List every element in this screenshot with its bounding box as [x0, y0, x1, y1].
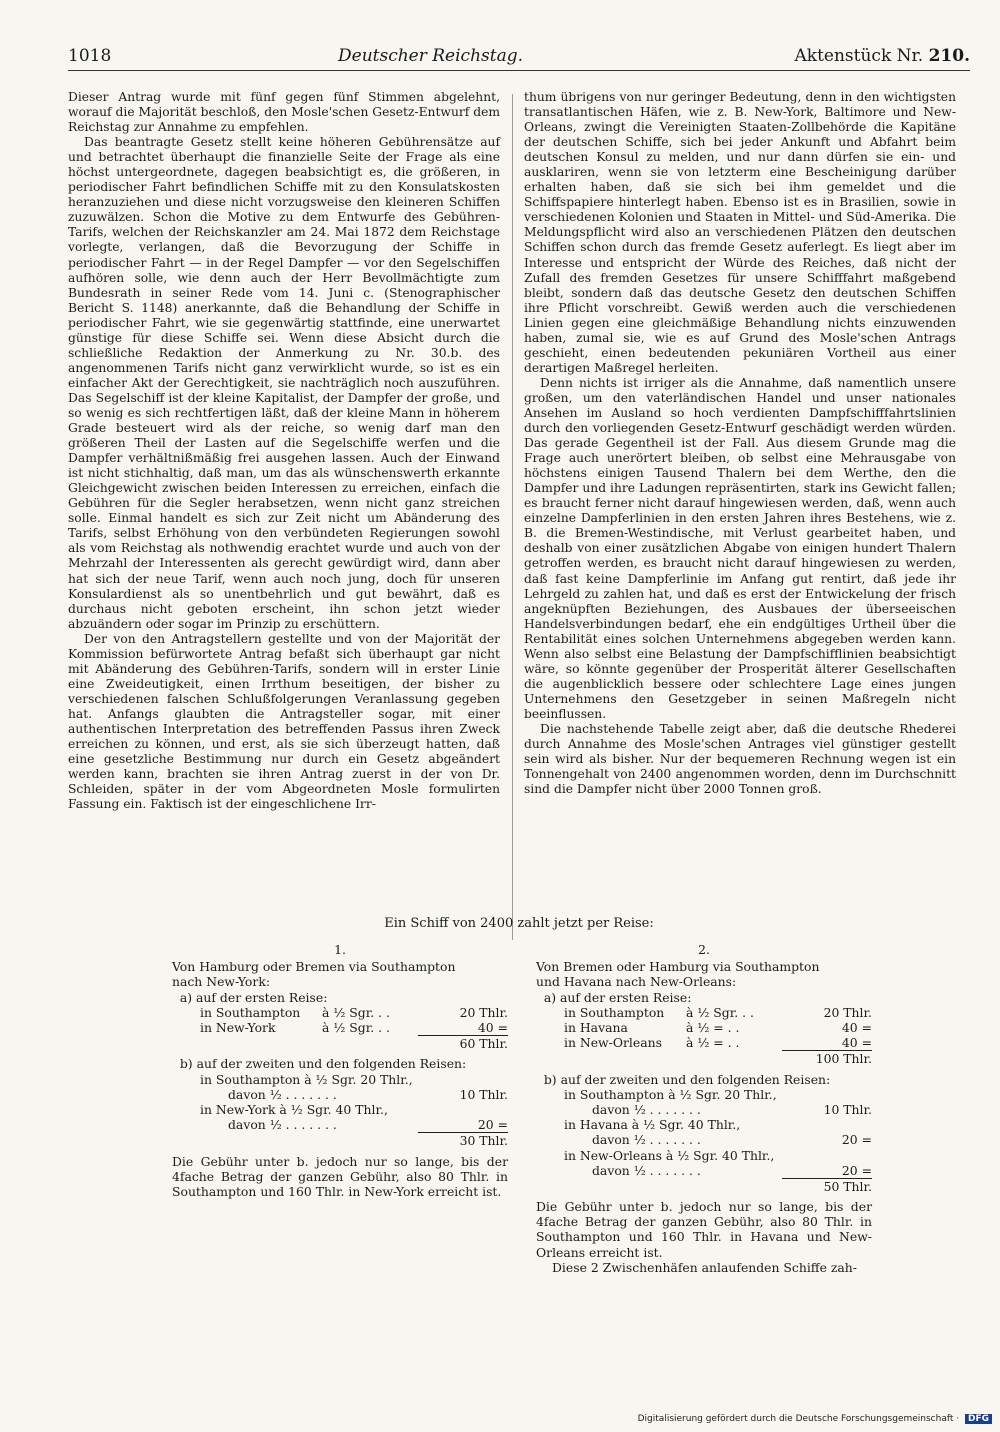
- section-label: b) auf der zweiten und den folgenden Reisen:: [536, 1071, 831, 1087]
- fee-row: [172, 1087, 508, 1102]
- fee-rate: à ½ = . .: [686, 1020, 740, 1035]
- table-intro: Ein Schiff von 2400 zahlt jetzt per Reise:: [384, 916, 654, 931]
- fee-amount: 40 =: [841, 1035, 872, 1051]
- paragraph: Die nachstehende Tabelle zeigt aber, daß die deutsche Rhederei durch Annahme des Mosle'schen Antrages viel günstiger gestellt sein wird als bisher. Nur der bequemeren Rechnung wegen ist ein Tonnengehalt von 2400 angenommen worden, denn im Durchschnitt sind die Dampfer nicht über 2000 Tonnen groß.: [524, 721, 956, 797]
- fee-amount: 40 =: [477, 1020, 508, 1035]
- column-divider: [512, 94, 513, 940]
- right-column: [524, 90, 956, 797]
- doc-label: Aktenstück Nr.: [794, 46, 924, 66]
- fee-place: in New-York à ½ Sgr. 40 Thlr.,: [200, 1101, 388, 1117]
- table-heading: Von Hamburg oder Bremen via Southampton: [172, 959, 456, 975]
- page-header: [68, 44, 970, 71]
- paragraph: Der von den Antragstellern gestellte und von der Majorität der Kommission befürwortete Antrag befaßt sich überhaupt gar nicht mit Abänderung des Gebühren-Tarifs, sondern will in erster Linie eine Zweideutigkeit, einen Irrthum beseitigen, der bisher zu verschiedenen falschen Schlußfolgerungen Veranlassung gegeben hat. Anfangs glaubten die Antragsteller sogar, mit einer authentischen Interpretation des betreffenden Passus ihren Zweck erreichen zu können, und erst, als sie sich überzeugt hatten, daß eine gesetzliche Bestimmung nur durch ein Gesetz abgeändert werden kann, brachten sie ihren Antrag zuerst in der von Dr. Schleiden, später in der vom Abgeordneten Mosle formulirten Fassung ein. Faktisch ist der eingeschlichene Irr-: [68, 631, 500, 812]
- fee-row: [536, 1035, 872, 1050]
- fee-place: in Southampton: [200, 1004, 301, 1020]
- dfg-logo: DFG: [965, 1414, 992, 1424]
- fee-rate: à ½ Sgr. . .: [322, 1004, 390, 1020]
- fee-rate: à ½ Sgr. . .: [322, 1020, 390, 1035]
- section-label: a) auf der ersten Reise:: [536, 989, 692, 1005]
- fee-row: [536, 1163, 872, 1178]
- sum-amount: 30 Thlr.: [418, 1132, 508, 1148]
- fee-row: [536, 1087, 872, 1102]
- fee-note: Die Gebühr unter b. jedoch nur so lange, bis der 4fache Betrag der ganzen Gebühr, also 80 Thlr. in Southampton und 160 Thlr. in Havana und New-Orleans erreicht ist.: [536, 1199, 872, 1260]
- doc-number: 210.: [928, 46, 970, 66]
- paragraph: Denn nichts ist irriger als die Annahme, daß namentlich unsere großen, um den vaterländischen Handel und unser nationales Ansehen im Ausland so hoch verdienten Dampfschifffahrtslinien durch den vorliegenden Gesetz-Entwurf geschädigt werden würden. Das gerade Gegentheil ist der Fall. Aus diesem Grunde mag die Frage auch unerörtert bleiben, ob selbst eine Mehrausgabe von höchstens einigen Tausend Thalern bei dem Werthe, den die Dampfer und ihre Ladungen repräsentirten, stark ins Gewicht fallen; es braucht ferner nicht darauf hingewiesen werden, daß, wenn auch einzelne Dampferlinien in den ersten Jahren ihres Bestehens, wie z. B. die Bremen-Westindische, mit Verlust gearbeitet haben, und deshalb von einer zusätzlichen Abgabe von einigen hundert Thalern getroffen werden, es braucht nicht darauf hingewiesen zu werden, daß fast keine Dampferlinie im Anfang gut rentirt, daß jede ihr Lehrgeld zu zahlen hat, und daß es erst der Entwickelung der frisch angeknüpften Beziehungen, des Ausbaues der überseeischen Handelsverbindungen bedarf, ehe ein endgültiges Urtheil über die Rentabilität eines solchen Unternehmens abgegeben werden kann. Wenn also selbst eine Belastung der Dampfschifflinien beabsichtigt wäre, so könnte gegenüber der Prosperität älterer Gesellschaften die augenblicklich bessere oder schlechtere Lage eines jungen Unternehmens den Gesetzgeber in seinen Maßregeln nicht beeinflussen.: [524, 375, 956, 721]
- fee-row: [536, 1020, 872, 1035]
- document-page: [68, 44, 970, 1275]
- table-heading: nach New-York:: [172, 974, 270, 990]
- fee-place: davon ½ . . . . . . .: [228, 1086, 337, 1102]
- fee-row: [536, 1102, 872, 1117]
- fee-place: in New-Orleans à ½ Sgr. 40 Thlr.,: [564, 1147, 775, 1163]
- fee-place: davon ½ . . . . . . .: [592, 1132, 701, 1148]
- table-heading: Von Bremen oder Hamburg via Southampton: [536, 959, 820, 975]
- document-reference: [795, 46, 971, 66]
- paragraph: Das beantragte Gesetz stellt keine höheren Gebührensätze auf und betrachtet überhaupt die finanzielle Seite der Frage als eine höchst untergeordnete, dagegen beabsichtigt es, die größeren, in periodischer Fahrt befindlichen Schiffe mit zu den Konsulatskosten heranzuziehen und diese nicht vorzugsweise den kleineren Schiffen zuzuwälzen. Schon die Motive zu dem Entwurfe des Gebühren-Tarifs, welchen der Reichskanzler am 24. Mai 1872 dem Reichstage vorlegte, verlangen, daß die Bevorzugung der Schiffe in periodischer Fahrt — in der Regel Dampfer — vor den Segelschiffen aufhören solle, wie denn auch der Herr Bevollmächtigte zum Bundesrath in seiner Rede vom 14. Juni c. (Stenographischer Bericht S. 1148) anerkannte, daß die Behandlung der Schiffe in periodischer Fahrt, wie sie gegenwärtig stattfinde, eine unerwartet günstige für diese Schiffe sei. Wenn diese Absicht durch die schließliche Redaktion der Anmerkung zu Nr. 30.b. des angenommenen Tarifs nicht ganz verwirklicht wurde, so ist es ein einfacher Akt der Gerechtigkeit, sie nachträglich noch auszuführen. Das Segelschiff ist der kleine Kapitalist, der Dampfer der große, und so wenig es sich rechtfertigen läßt, daß der kleine Mann in höherem Grade besteuert wird als der reiche, so wenig darf man den größeren Theil der Lasten auf die Segelschiffe werfen und die Dampfer verhältnißmäßig frei ausgehen lassen. Auch der Einwand ist nicht stichhaltig, daß man, um das als wünschenswerth erkannte Gleichgewicht zwischen beiden Interessen zu erreichen, einfach die Gebühren für die Segler herabsetzen, wenn nicht ganz streichen solle. Einmal handelt es sich zur Zeit nicht um Abänderung des Tarifs, selbst Erhöhung von den verbündeten Regierungen sowohl als vom Reichstag als nothwendig erachtet wurde und auch von der Mehrzahl der Interessenten als gerecht gewürdigt wird, dann aber hat sich der neue Tarif, wenn auch noch jung, doch für unseren Konsulardienst als so unentbehrlich und gut bewährt, daß es durchaus nicht geboten erscheint, ihn schon jetzt wieder abzuändern oder sogar im Prinzip zu erschüttern.: [68, 135, 500, 631]
- section-label: a) auf der ersten Reise:: [172, 989, 328, 1005]
- paragraph: Dieser Antrag wurde mit fünf gegen fünf Stimmen abgelehnt, worauf die Majorität beschloß, den Mosle'schen Gesetz-Entwurf dem Reichstag zur Annahme zu empfehlen.: [68, 90, 501, 135]
- fee-note: Die Gebühr unter b. jedoch nur so lange, bis der 4fache Betrag der ganzen Gebühr, also 80 Thlr. in Southampton und 160 Thlr. in New-York erreicht ist.: [172, 1153, 508, 1199]
- fee-place: in Southampton à ½ Sgr. 20 Thlr.,: [200, 1071, 413, 1087]
- fee-row: [536, 1148, 872, 1163]
- fee-row: [172, 1072, 508, 1087]
- fee-place: in Southampton: [564, 1004, 665, 1020]
- fee-rate: à ½ Sgr. . .: [686, 1004, 754, 1020]
- sum-row: [172, 1035, 508, 1050]
- fee-place: davon ½ . . . . . . .: [592, 1162, 701, 1178]
- fee-rate: à ½ = . .: [686, 1035, 740, 1051]
- sum-row: [536, 1178, 872, 1193]
- sum-row: [172, 1132, 508, 1147]
- fee-amount: 20 =: [841, 1162, 872, 1178]
- fee-row: [172, 1117, 508, 1132]
- fee-row: [172, 1005, 508, 1020]
- fee-amount: 20 =: [477, 1117, 508, 1133]
- fee-place: davon ½ . . . . . . .: [592, 1101, 701, 1117]
- left-column: [68, 90, 500, 812]
- footer-text: Digitalisierung gefördert durch die Deutsche Forschungsgemeinschaft: [637, 1414, 954, 1424]
- fee-amount: 10 Thlr.: [823, 1101, 872, 1117]
- fee-note-continued: Diese 2 Zwischenhäfen anlaufenden Schiffe zah-: [552, 1259, 857, 1275]
- fee-place: in New-Orleans: [564, 1035, 662, 1051]
- fee-place: in Southampton à ½ Sgr. 20 Thlr.,: [564, 1086, 777, 1102]
- table-number: 2.: [698, 942, 710, 957]
- fee-amount: 10 Thlr.: [459, 1086, 508, 1102]
- text-columns: [68, 90, 970, 950]
- sum-amount: 50 Thlr.: [782, 1178, 872, 1194]
- fee-place: davon ½ . . . . . . .: [228, 1117, 337, 1133]
- fee-row: [172, 1020, 508, 1035]
- footer-credit: Digitalisierung gefördert durch die Deutsche Forschungsgemeinschaft · DFG: [638, 1414, 992, 1424]
- fee-row: [172, 1102, 508, 1117]
- fee-amount: 40 =: [841, 1020, 872, 1035]
- sum-amount: 100 Thlr.: [782, 1050, 872, 1066]
- fee-row: [536, 1117, 872, 1132]
- fee-amount: 20 Thlr.: [459, 1004, 508, 1020]
- sum-row: [536, 1050, 872, 1065]
- table-number: 1.: [334, 942, 346, 957]
- fee-place: in Havana à ½ Sgr. 40 Thlr.,: [564, 1117, 741, 1133]
- publication-title: Deutscher Reichstag.: [338, 46, 523, 66]
- fee-table-1: [172, 942, 508, 1199]
- fee-amount: 20 =: [841, 1132, 872, 1148]
- fee-table-2: [536, 942, 872, 1275]
- paragraph: thum übrigens von nur geringer Bedeutung, denn in den wichtigsten transatlantischen Häfen, wie z. B. New-York, Baltimore und New-Orleans, zwingt die Vereinigten Staaten-Zollbehörde die Kapitäne der deutschen Schiffe, sich bei jeder Ankunft und Abfahrt beim deutschen Konsul zu melden, und nur dann dürfen sie ein- und ausklariren, wenn sie von letzterm eine Bescheinigung darüber erhalten haben, daß sie sich bei ihm gemeldet und die Schiffspapiere hinterlegt haben. Ebenso ist es in Brasilien, sowie in verschiedenen Kolonien und Staaten in Mittel- und Süd-Amerika. Die Meldungspflicht wird also an verschiedenen Plätzen den deutschen Schiffen schon durch das fremde Gesetz auferlegt. Es liegt aber im Interesse und entspricht der Würde des Reiches, daß nicht der Zufall des fremden Gesetzes für unsere Schifffahrt maßgebend bleibt, sondern daß das deutsche Gesetz den deutschen Schiffen ihre Pflicht vorschreibt. Gewiß werden auch die verschiedenen Linien gegen eine gleichmäßige Behandlung nichts einzuwenden haben, zumal sie, wie es auf Grund des Mosle'schen Antrags geschieht, einen bedeutenden pekuniären Vortheil aus einer derartigen Maßregel herleiten.: [524, 90, 956, 375]
- fee-place: in New-York: [200, 1020, 276, 1035]
- fee-amount: 20 Thlr.: [823, 1004, 872, 1020]
- sum-amount: 60 Thlr.: [418, 1035, 508, 1051]
- fee-row: [536, 1132, 872, 1147]
- fee-row: [536, 1005, 872, 1020]
- page-number: 1018: [68, 46, 112, 66]
- section-label: b) auf der zweiten und den folgenden Reisen:: [172, 1056, 467, 1072]
- fee-place: in Havana: [564, 1020, 628, 1035]
- table-heading: und Havana nach New-Orleans:: [536, 974, 737, 990]
